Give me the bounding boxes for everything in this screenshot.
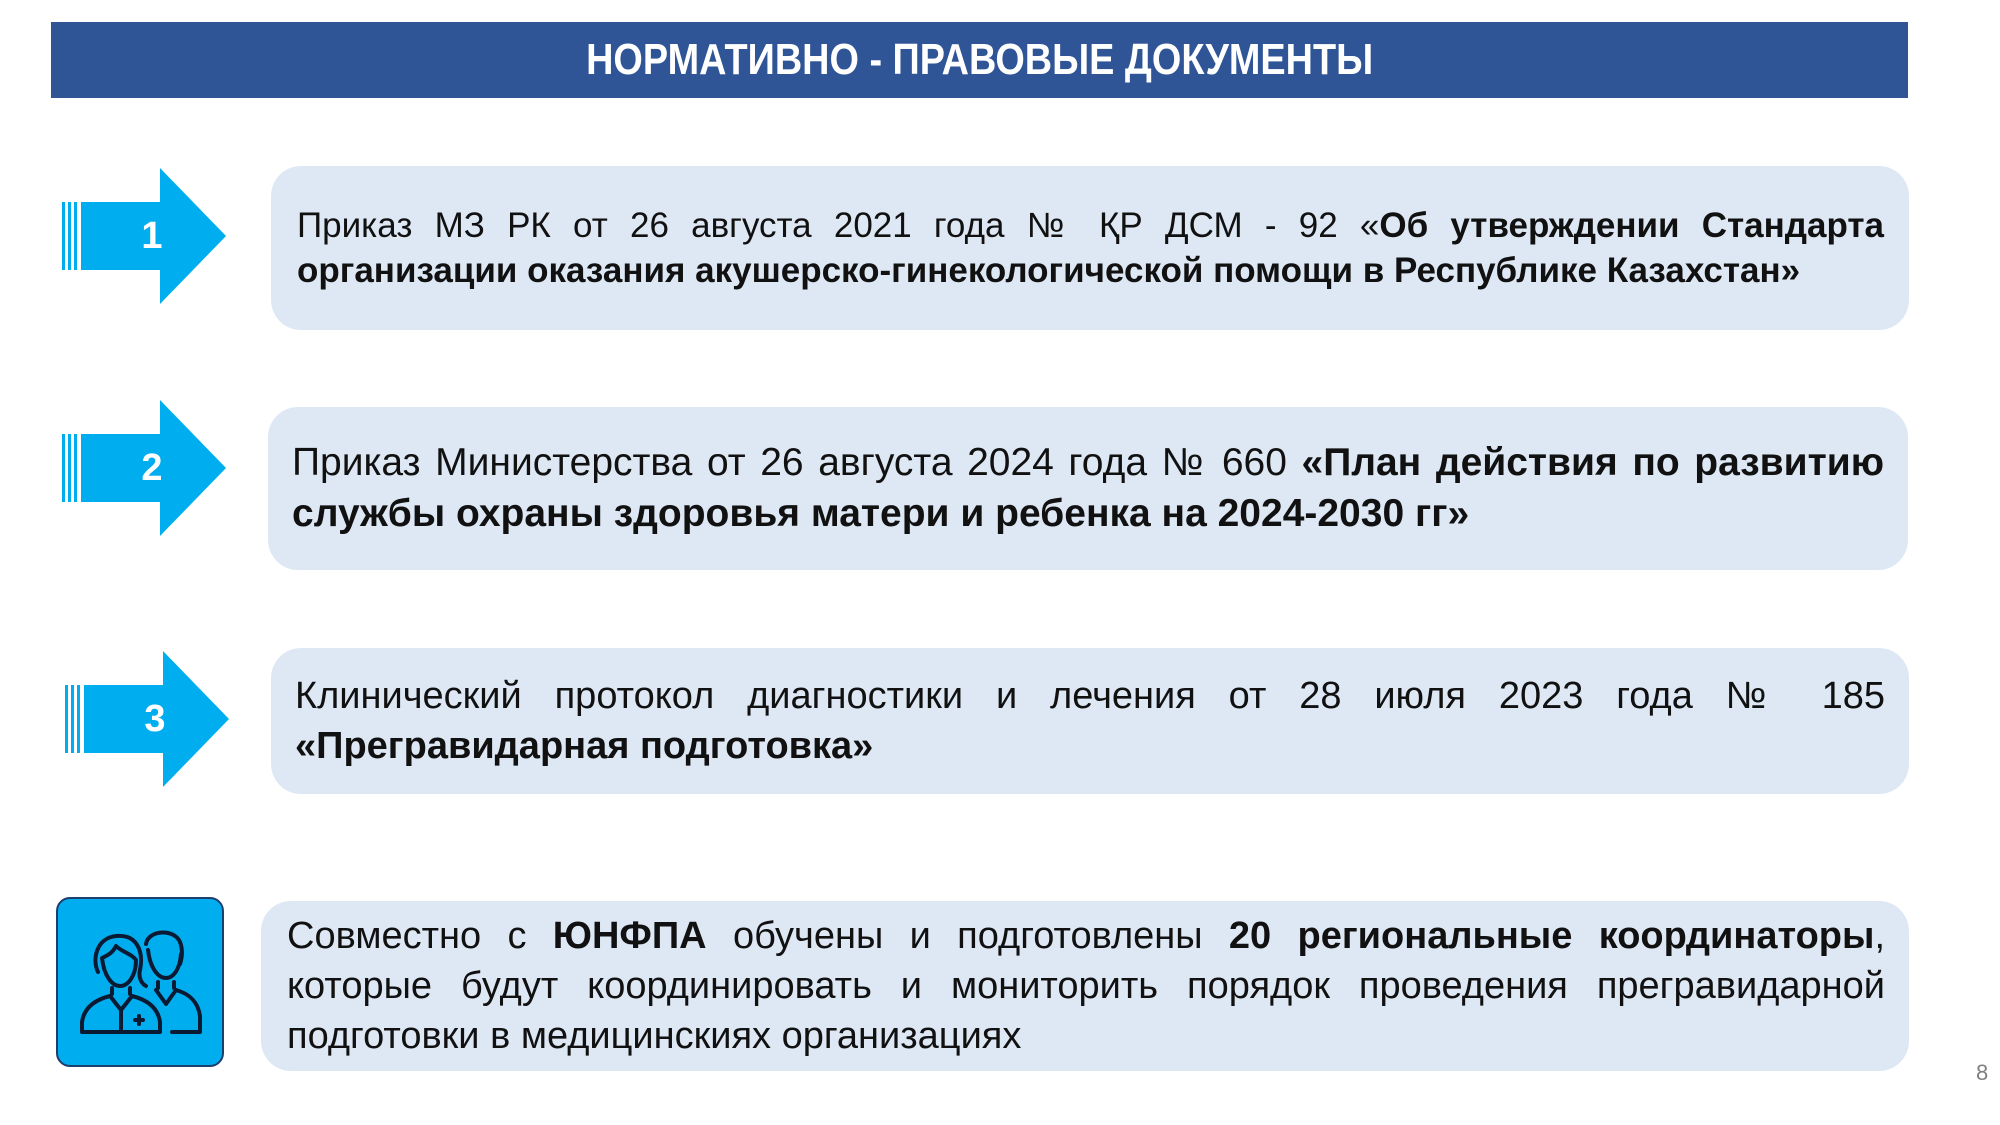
page-number: 8 [1976,1060,1989,1085]
item-number: 1 [141,214,163,257]
medical-staff-tile [56,897,224,1067]
medical-staff-icon [76,924,204,1040]
coordinators-note [261,901,1909,1071]
page-title-banner [51,22,1908,98]
document-card-1 [271,166,1909,330]
document-card-2 [268,407,1908,570]
document-card-3 [271,648,1909,794]
document-text: Приказ МЗ РК от 26 августа 2021 года № ҚР ДСМ - 92 «Об утверждении Стандарта организации оказания акушерско-гинекологической помощи в Республике Казахстан» [297,205,1884,290]
document-text: Клинический протокол диагностики и лечения от 28 июля 2023 года № 185 «Прегравидарная подготовка» [295,674,1885,767]
number-arrow-2 [62,400,228,536]
item-number: 2 [141,446,163,489]
item-number: 3 [144,697,166,740]
page-title: НОРМАТИВНО - ПРАВОВЫЕ ДОКУМЕНТЫ [585,35,1374,84]
number-arrow-3 [65,651,231,787]
document-text: Приказ Министерства от 26 августа 2024 года № 660 «План действия по развитию службы охраны здоровья матери и ребенка на 2024-2030 гг» [292,441,1884,535]
note-text: Совместно с ЮНФПА обучены и подготовлены 20 региональные координаторы, которые будут координировать и мониторить порядок проведения прегравидарной подготовки в медицинскиях организациях [287,914,1886,1058]
number-arrow-1 [62,168,228,304]
